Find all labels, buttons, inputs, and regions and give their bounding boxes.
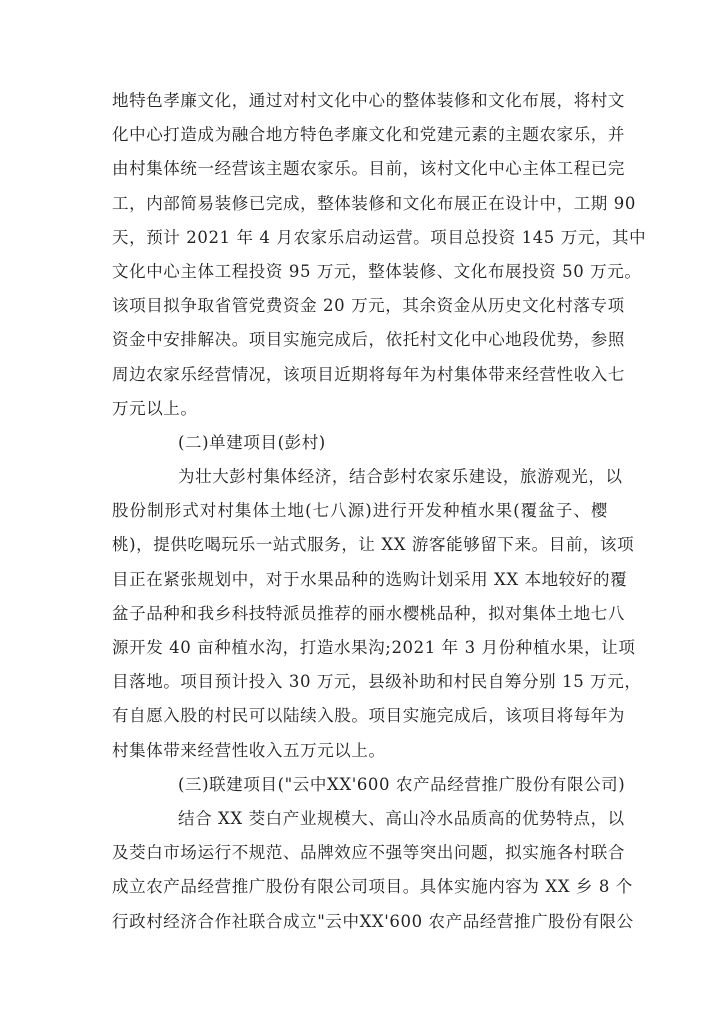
text-line: 结合 XX 茭白产业规模大、高山冷水品质高的优势特点，以	[178, 808, 625, 828]
text-line: 目正在紧张规划中，对于水果品种的选购计划采用 XX 本地较好的覆	[112, 569, 628, 589]
text-line: 有自愿入股的村民可以陆续入股。项目实施完成后，该项目将每年为	[112, 706, 625, 726]
text-line: 桃)，提供吃喝玩乐一站式服务，让 XX 游客能够留下来。目前，该项	[112, 535, 635, 555]
text-line: 村集体带来经营性收入五万元以上。	[112, 740, 386, 760]
text-line: 文化中心主体工程投资 95 万元，整体装修、文化布展投资 50 万元。	[112, 261, 642, 281]
text-line: 行政村经济合作社联合成立"云中XX'600 农产品经营推广股份有限公	[112, 911, 634, 931]
section-heading: (三)联建项目("云中XX'600 农产品经营推广股份有限公司)	[178, 774, 626, 794]
text-line: 周边农家乐经营情况，该项目近期将每年为村集体带来经营性收入七	[112, 364, 625, 384]
text-line: 目落地。项目预计投入 30 万元，县级补助和村民自筹分别 15 万元，	[112, 672, 642, 692]
text-line: 为壮大彭村集体经济，结合彭村农家乐建设，旅游观光，以	[178, 467, 623, 487]
text-line: 资金中安排解决。项目实施完成后，依托村文化中心地段优势，参照	[112, 330, 625, 350]
text-line: 天，预计 2021 年 4 月农家乐启动运营。项目总投资 145 万元，其中	[112, 227, 647, 247]
text-line: 源开发 40 亩种植水沟，打造水果沟;2021 年 3 月份种植水果，让项	[112, 638, 636, 657]
text-line: 股份制形式对村集体土地(七八源)进行开发种植水果(覆盆子、樱	[112, 501, 608, 521]
text-line: 该项目拟争取省管党费资金 20 万元，其余资金从历史文化村落专项	[112, 296, 625, 316]
section-heading: (二)单建项目(彭村)	[178, 432, 326, 452]
text-line: 万元以上。	[112, 398, 198, 418]
text-line: 工，内部简易装修已完成，整体装修和文化布展正在设计中，工期 90	[112, 193, 636, 213]
text-line: 盆子品种和我乡科技特派员推荐的丽水樱桃品种，拟对集体土地七八	[112, 603, 625, 623]
text-line: 由村集体统一经营该主题农家乐。目前，该村文化中心主体工程已完	[112, 159, 625, 179]
text-line: 地特色孝廉文化，通过对村文化中心的整体装修和文化布展，将村文	[112, 91, 625, 110]
body-text	[112, 84, 647, 939]
text-line: 及茭白市场运行不规范、品牌效应不强等突出问题，拟实施各村联合	[112, 843, 625, 863]
text-line: 成立农产品经营推广股份有限公司项目。具体实施内容为 XX 乡 8 个	[112, 877, 633, 897]
text-line: 化中心打造成为融合地方特色孝廉文化和党建元素的主题农家乐，并	[112, 125, 625, 145]
